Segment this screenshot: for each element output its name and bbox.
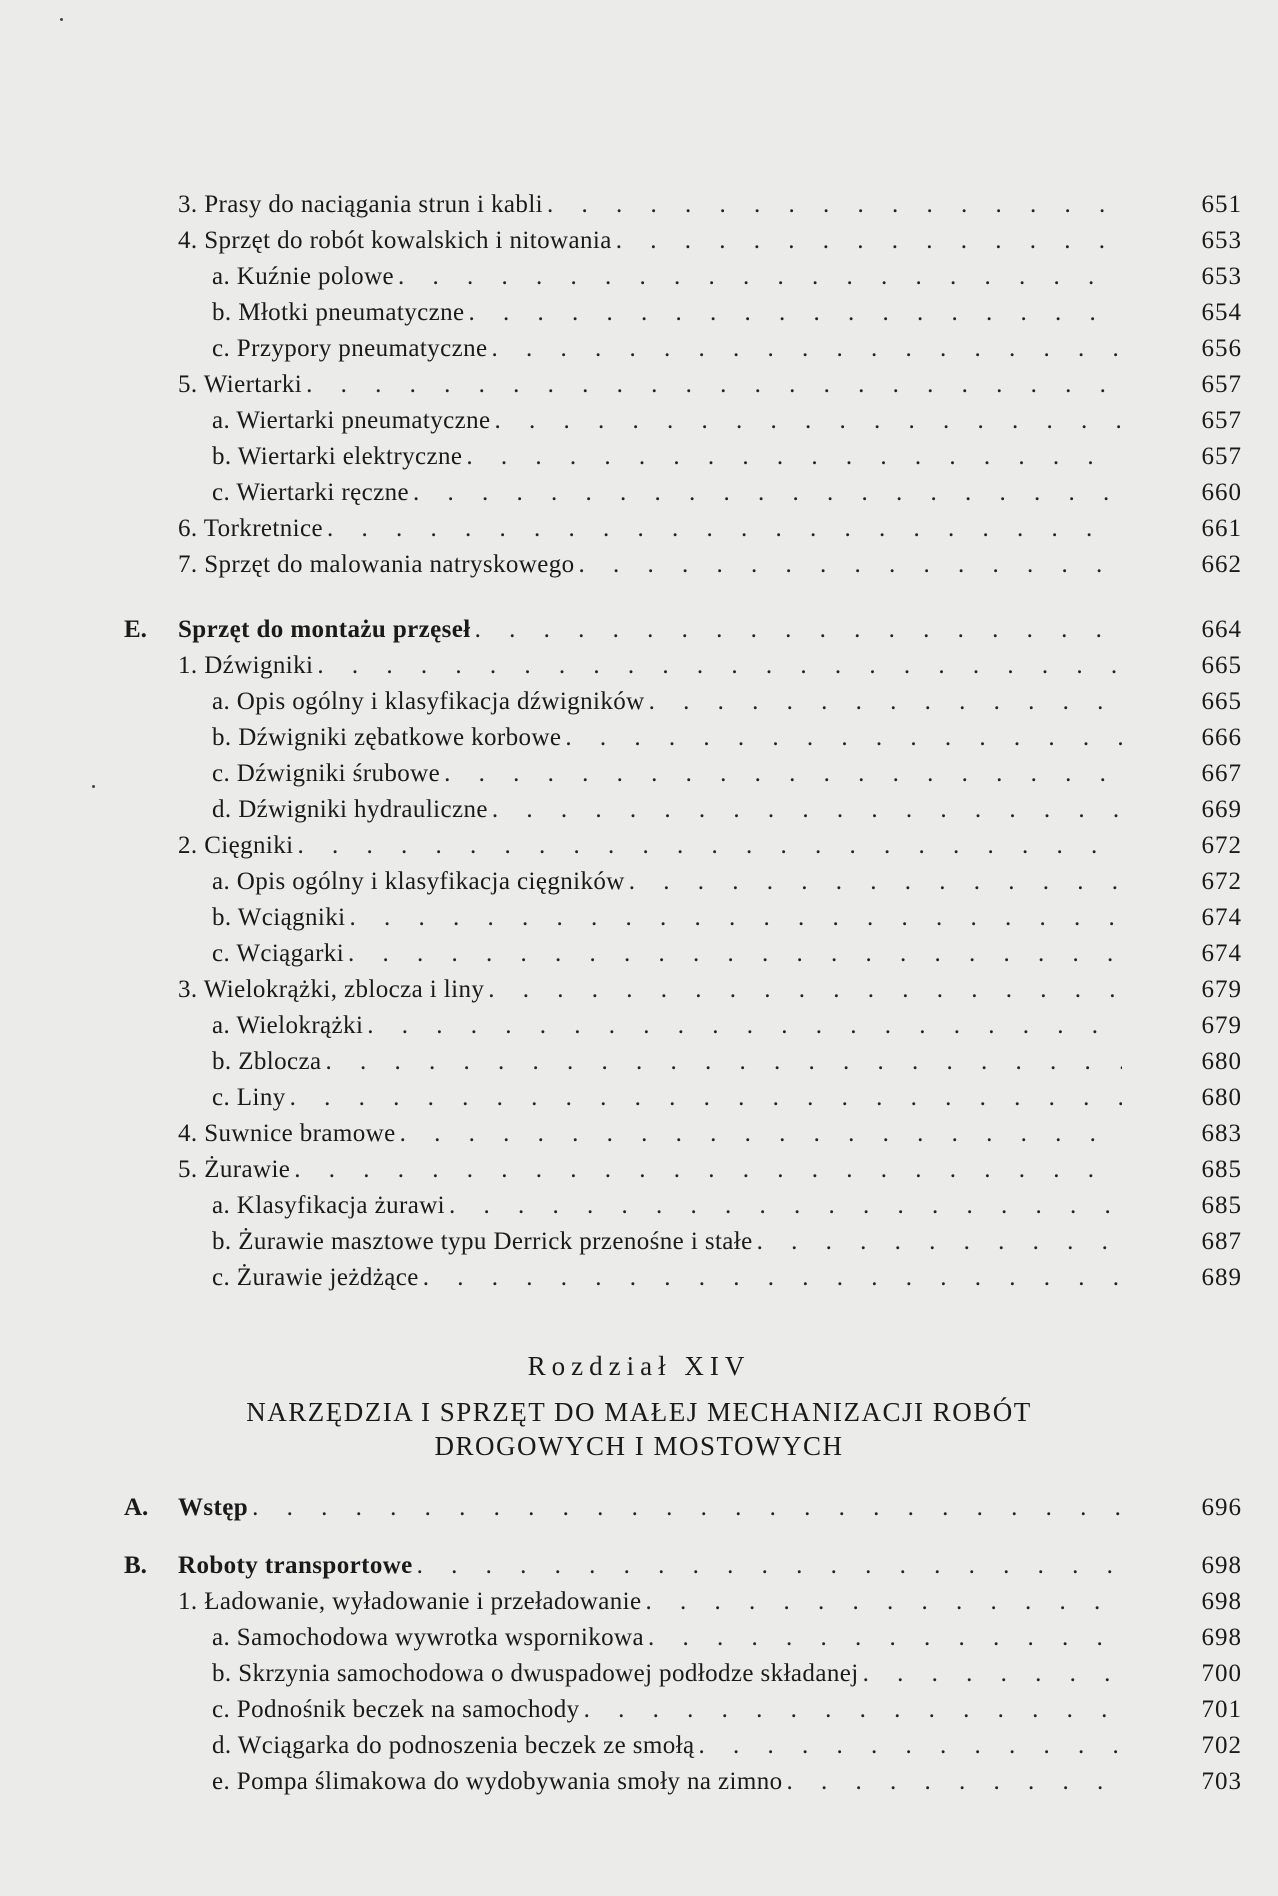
entry-title	[212, 331, 1122, 367]
entry-text: c. Dźwigniki śrubowe	[212, 760, 441, 787]
entry-text: d. Dźwigniki hydrauliczne	[212, 796, 488, 823]
dot-leader	[616, 223, 1122, 259]
entry-text: c. Przypory pneumatyczne	[212, 335, 488, 362]
entry-title	[212, 259, 1122, 295]
entry-text: Sprzęt do montażu przęseł	[178, 616, 471, 643]
entry-title	[178, 828, 1122, 864]
dot-leader	[547, 187, 1122, 223]
entry-title	[212, 864, 1122, 900]
dot-leader	[649, 684, 1122, 720]
entry-title	[212, 684, 1122, 720]
page-number: 672	[1201, 832, 1242, 859]
dot-leader	[565, 720, 1122, 756]
entry-title	[212, 1080, 1122, 1116]
entry-text: 5. Żurawie	[178, 1156, 291, 1183]
dot-leader	[491, 331, 1122, 367]
toc-section-row	[0, 1548, 1278, 1584]
entry-text: 6. Torkretnice	[178, 515, 324, 542]
page-number: 657	[1201, 371, 1242, 398]
toc-entry-row	[0, 1764, 1278, 1800]
entry-text: c. Żurawie jeżdżące	[212, 1264, 419, 1291]
page-number: 665	[1201, 688, 1242, 715]
dot-leader	[475, 612, 1122, 648]
page-number: 660	[1201, 479, 1242, 506]
toc-entry-row	[0, 756, 1278, 792]
page-number: 653	[1201, 227, 1242, 254]
section-letter: B.	[124, 1552, 147, 1579]
entry-text: 1. Ładowanie, wyładowanie i przeładowanie	[178, 1588, 642, 1615]
dot-leader	[645, 1584, 1122, 1620]
entry-title	[212, 1008, 1122, 1044]
entry-title	[178, 367, 1122, 403]
page-number: 664	[1201, 616, 1242, 643]
toc-entry-row	[0, 1008, 1278, 1044]
toc-section-row	[0, 1490, 1278, 1526]
entry-text: b. Skrzynia samochodowa o dwuspadowej podłodze składanej	[212, 1660, 859, 1687]
chapter-title-line-2: DROGOWYCH I MOSTOWYCH	[434, 1431, 844, 1461]
entry-text: b. Zblocza	[212, 1048, 322, 1075]
page-number: 685	[1201, 1156, 1242, 1183]
dot-leader	[306, 367, 1122, 403]
dot-leader	[252, 1490, 1122, 1526]
entry-title	[212, 720, 1122, 756]
toc-entry-row	[0, 1152, 1278, 1188]
toc-entry-row	[0, 1620, 1278, 1656]
toc-entry-row	[0, 475, 1278, 511]
entry-text: 2. Cięgniki	[178, 832, 294, 859]
toc-entry-row	[0, 972, 1278, 1008]
entry-text: Roboty transportowe	[178, 1552, 413, 1579]
entry-title	[178, 223, 1122, 259]
entry-title	[212, 1224, 1122, 1260]
section-letter: A.	[124, 1494, 149, 1521]
dot-leader	[488, 972, 1122, 1008]
section-letter: E.	[124, 616, 147, 643]
entry-text: c. Liny	[212, 1084, 286, 1111]
entry-text: a. Kuźnie polowe	[212, 263, 395, 290]
toc-entry-row	[0, 1080, 1278, 1116]
entry-text: 3. Prasy do naciągania strun i kabli	[178, 191, 544, 218]
entry-title	[212, 1188, 1122, 1224]
entry-text: 5. Wiertarki	[178, 371, 303, 398]
entry-title	[212, 1692, 1122, 1728]
entry-title	[178, 612, 1122, 648]
scan-speck	[60, 18, 63, 21]
entry-text: b. Dźwigniki zębatkowe korbowe	[212, 724, 562, 751]
page-number: 662	[1201, 551, 1242, 578]
page-number: 685	[1201, 1192, 1242, 1219]
entry-title	[212, 756, 1122, 792]
entry-title	[212, 1656, 1122, 1692]
dot-leader	[449, 1188, 1122, 1224]
toc-entry-row	[0, 1584, 1278, 1620]
toc-entry-row	[0, 1224, 1278, 1260]
entry-text: b. Żurawie masztowe typu Derrick przenośne i stałe	[212, 1228, 753, 1255]
toc-entry-row	[0, 403, 1278, 439]
dot-leader	[629, 864, 1122, 900]
page-number: 680	[1201, 1084, 1242, 1111]
toc-entry-row	[0, 1692, 1278, 1728]
dot-leader	[349, 900, 1122, 936]
toc-entry-row	[0, 1116, 1278, 1152]
dot-leader	[757, 1224, 1122, 1260]
page-number: 702	[1201, 1732, 1242, 1759]
page-number: 679	[1201, 1012, 1242, 1039]
toc-entry-row	[0, 720, 1278, 756]
entry-title	[178, 1490, 1122, 1526]
page-number: 698	[1201, 1624, 1242, 1651]
toc-entry-row	[0, 439, 1278, 475]
page-number: 680	[1201, 1048, 1242, 1075]
dot-leader	[495, 403, 1122, 439]
dot-leader	[492, 792, 1122, 828]
entry-title	[178, 1152, 1122, 1188]
toc-entry-row	[0, 1728, 1278, 1764]
page-number: 669	[1201, 796, 1242, 823]
toc-entry-row	[0, 511, 1278, 547]
page-number: 656	[1201, 335, 1242, 362]
entry-title	[212, 1764, 1122, 1800]
dot-leader	[317, 648, 1122, 684]
entry-title	[178, 1116, 1122, 1152]
toc-entry-row	[0, 1188, 1278, 1224]
toc-entry-row	[0, 648, 1278, 684]
page-number: 657	[1201, 443, 1242, 470]
dot-leader	[444, 756, 1122, 792]
entry-text: c. Wiertarki ręczne	[212, 479, 409, 506]
page-number: 683	[1201, 1120, 1242, 1147]
entry-title	[178, 187, 1122, 223]
entry-title	[212, 792, 1122, 828]
toc-section-row	[0, 612, 1278, 648]
toc-entry-row	[0, 792, 1278, 828]
dot-leader	[699, 1728, 1122, 1764]
page-number: 666	[1201, 724, 1242, 751]
page-number: 701	[1201, 1696, 1242, 1723]
dot-leader	[290, 1080, 1122, 1116]
toc-entry-row	[0, 331, 1278, 367]
toc-entry-row	[0, 936, 1278, 972]
dot-leader	[398, 259, 1122, 295]
dot-leader	[413, 475, 1122, 511]
toc-entry-row	[0, 223, 1278, 259]
entry-text: a. Samochodowa wywrotka wspornikowa	[212, 1624, 644, 1651]
page-number: 679	[1201, 976, 1242, 1003]
toc-entry-row	[0, 1044, 1278, 1080]
entry-title	[212, 900, 1122, 936]
entry-title	[178, 972, 1122, 1008]
page-number: 689	[1201, 1264, 1242, 1291]
entry-title	[212, 1728, 1122, 1764]
entry-text: b. Młotki pneumatyczne	[212, 299, 465, 326]
entry-text: b. Wiertarki elektryczne	[212, 443, 463, 470]
page-number: 674	[1201, 904, 1242, 931]
dot-leader	[863, 1656, 1122, 1692]
page-number: 698	[1201, 1552, 1242, 1579]
toc-entry-row	[0, 295, 1278, 331]
page-number: 657	[1201, 407, 1242, 434]
entry-title	[212, 475, 1122, 511]
page-number: 653	[1201, 263, 1242, 290]
page-number: 654	[1201, 299, 1242, 326]
dot-leader	[466, 439, 1122, 475]
toc-entry-row	[0, 259, 1278, 295]
toc-entry-row	[0, 187, 1278, 223]
entry-text: 4. Suwnice bramowe	[178, 1120, 396, 1147]
chapter-label: Rozdział XIV	[527, 1351, 751, 1381]
entry-text: 7. Sprzęt do malowania natryskowego	[178, 551, 575, 578]
entry-title	[212, 936, 1122, 972]
dot-leader	[400, 1116, 1122, 1152]
page-number: 651	[1201, 191, 1242, 218]
entry-text: 1. Dźwigniki	[178, 652, 314, 679]
entry-text: a. Opis ogólny i klasyfikacja dźwigników	[212, 688, 645, 715]
toc-entry-row	[0, 900, 1278, 936]
entry-text: a. Klasyfikacja żurawi	[212, 1192, 445, 1219]
entry-title	[178, 1584, 1122, 1620]
entry-text: Wstęp	[178, 1494, 249, 1521]
entry-title	[178, 648, 1122, 684]
entry-text: b. Wciągniki	[212, 904, 346, 931]
dot-leader	[787, 1764, 1122, 1800]
entry-text: c. Podnośnik beczek na samochody	[212, 1696, 580, 1723]
page-number: 700	[1201, 1660, 1242, 1687]
entry-title	[178, 547, 1122, 583]
entry-title	[178, 511, 1122, 547]
entry-text: 3. Wielokrążki, zblocza i liny	[178, 976, 485, 1003]
entry-title	[212, 1260, 1122, 1296]
page-number: 661	[1201, 515, 1242, 542]
page-number: 698	[1201, 1588, 1242, 1615]
dot-leader	[326, 1044, 1122, 1080]
entry-title	[212, 295, 1122, 331]
dot-leader	[423, 1260, 1122, 1296]
toc-entry-row	[0, 547, 1278, 583]
entry-text: d. Wciągarka do podnoszenia beczek ze smołą	[212, 1732, 695, 1759]
dot-leader	[367, 1008, 1122, 1044]
page-number: 672	[1201, 868, 1242, 895]
entry-text: a. Wiertarki pneumatyczne	[212, 407, 491, 434]
entry-title	[212, 403, 1122, 439]
page-number: 674	[1201, 940, 1242, 967]
page-number: 703	[1201, 1768, 1242, 1795]
toc-entry-row	[0, 828, 1278, 864]
page-number: 696	[1201, 1494, 1242, 1521]
dot-leader	[469, 295, 1123, 331]
dot-leader	[348, 936, 1122, 972]
entry-title	[212, 1044, 1122, 1080]
toc-entry-row	[0, 1260, 1278, 1296]
toc-entry-row	[0, 864, 1278, 900]
entry-text: e. Pompa ślimakowa do wydobywania smoły na zimno	[212, 1768, 783, 1795]
dot-leader	[294, 1152, 1122, 1188]
dot-leader	[584, 1692, 1122, 1728]
chapter-title-line-1: NARZĘDZIA I SPRZĘT DO MAŁEJ MECHANIZACJI ROBÓT	[246, 1397, 1032, 1427]
page-number: 667	[1201, 760, 1242, 787]
entry-text: c. Wciągarki	[212, 940, 345, 967]
entry-title	[212, 439, 1122, 475]
dot-leader	[579, 547, 1122, 583]
entry-text: a. Opis ogólny i klasyfikacja cięgników	[212, 868, 625, 895]
toc-entry-row	[0, 367, 1278, 403]
toc-entry-row	[0, 684, 1278, 720]
page-number: 665	[1201, 652, 1242, 679]
toc-entry-row	[0, 1656, 1278, 1692]
dot-leader	[417, 1548, 1122, 1584]
dot-leader	[648, 1620, 1122, 1656]
entry-text: a. Wielokrążki	[212, 1012, 364, 1039]
dot-leader	[327, 511, 1122, 547]
entry-title	[212, 1620, 1122, 1656]
page-number: 687	[1201, 1228, 1242, 1255]
dot-leader	[298, 828, 1122, 864]
entry-text: 4. Sprzęt do robót kowalskich i nitowania	[178, 227, 612, 254]
entry-title	[178, 1548, 1122, 1584]
